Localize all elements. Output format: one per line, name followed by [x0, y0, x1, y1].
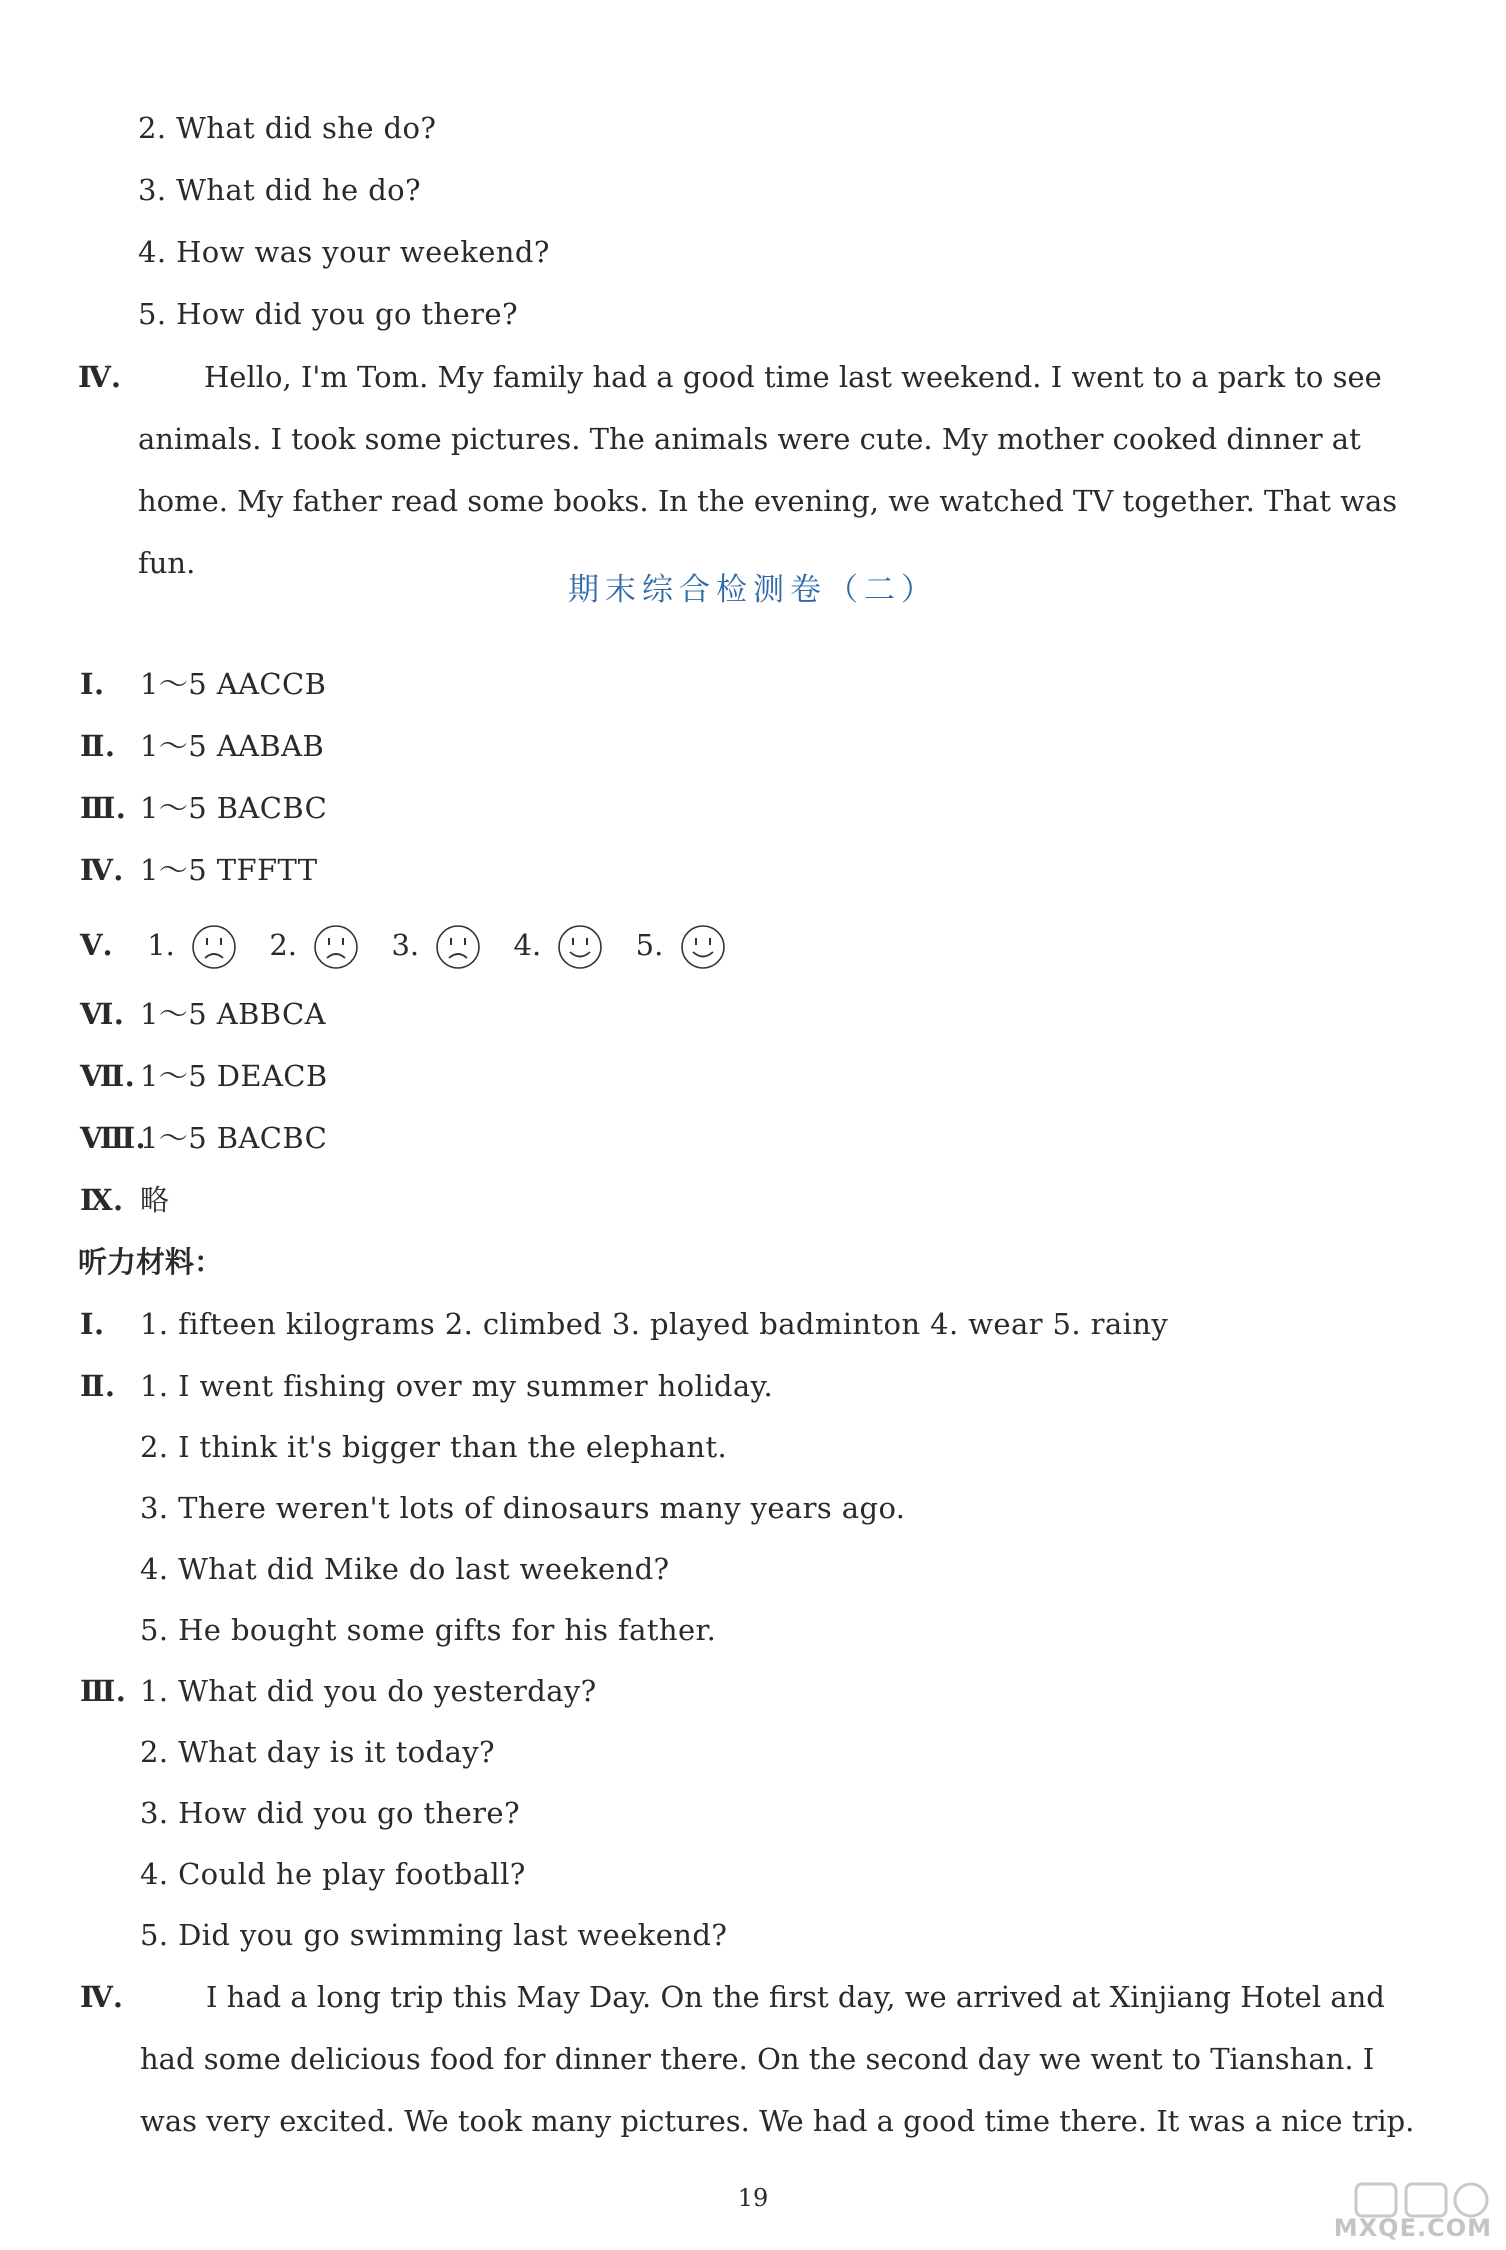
happy-face-icon [556, 923, 604, 971]
listen-row-3 [80, 1671, 597, 1711]
answer-text: 1～5 BACBC [140, 791, 328, 825]
listen-item: 5. He bought some gifts for his father. [140, 1613, 717, 1647]
passage-paragraph [140, 1966, 1432, 2152]
listen-item: 4. Could he play football? [140, 1857, 526, 1891]
listen-item: 3. How did you go there? [140, 1796, 520, 1830]
answer-row-3 [80, 788, 327, 828]
face-num-4: 4. [513, 928, 542, 962]
top-item-4: 4. How was your weekend? [138, 235, 550, 269]
face-num-3: 3. [391, 928, 420, 962]
watermark-text: MXQE.COM [1333, 2214, 1492, 2242]
listen-item: 4. What did Mike do last weekend? [140, 1552, 670, 1586]
faces-row [80, 918, 749, 972]
answer-text: 1～5 DEACB [140, 1059, 328, 1093]
sad-face-icon [434, 923, 482, 971]
answer-text: 1～5 AACCB [140, 667, 327, 701]
listen-marker: Ⅱ. [80, 1369, 116, 1403]
answer-marker: Ⅳ. [80, 853, 124, 887]
listen-item: 5. Did you go swimming last weekend? [140, 1918, 728, 1952]
answer-row-9 [80, 1180, 169, 1220]
passage-text: I had a long trip this May Day. On the first day, we arrived at Xinjiang Hotel and had some delicious food for dinner there. On the second day we went to Tianshan. I was very excited. We took many pictures. We had a good time there. It was a nice trip. [140, 1980, 1415, 2138]
answer-row-8 [80, 1118, 327, 1158]
top-item-5: 5. How did you go there? [138, 297, 518, 331]
page-number: 19 [737, 2184, 769, 2212]
section-marker: Ⅳ. [80, 1980, 124, 2014]
answer-marker: Ⅷ. [80, 1121, 146, 1155]
listen-marker: Ⅲ. [80, 1674, 127, 1708]
top-item-2: 2. What did she do? [138, 111, 437, 145]
happy-face-icon [679, 923, 727, 971]
face-num-5: 5. [635, 928, 664, 962]
answer-row-2 [80, 726, 324, 766]
listen-item: 2. What day is it today? [140, 1735, 496, 1769]
watermark-logo [1316, 2182, 1496, 2242]
answer-row-4 [80, 850, 318, 890]
sad-face-icon [190, 923, 238, 971]
sad-face-icon [312, 923, 360, 971]
answer-row-7 [80, 1056, 328, 1096]
answer-row-1 [80, 664, 326, 704]
section-title: 期末综合检测卷（二） [568, 572, 938, 608]
answer-marker: Ⅱ. [80, 729, 116, 763]
answer-marker: Ⅲ. [80, 791, 127, 825]
faces-marker: Ⅴ. [80, 928, 113, 962]
listen-item: 3. There weren't lots of dinosaurs many years ago. [140, 1491, 906, 1525]
listen-row-1 [80, 1304, 1168, 1344]
section-marker: Ⅳ. [78, 360, 122, 394]
passage-text: Hello, I'm Tom. My family had a good time last weekend. I went to a park to see animals. I took some pictures. The animals were cute. My mother cooked dinner at home. My father read some books. In the evening, we watched TV together. That was fun. [138, 360, 1398, 580]
answer-text: 1～5 AABAB [140, 729, 325, 763]
listen-text: 1. fifteen kilograms 2. climbed 3. played badminton 4. wear 5. rainy [140, 1307, 1169, 1341]
listen-marker: Ⅰ. [80, 1307, 105, 1341]
answer-marker: Ⅵ. [80, 997, 125, 1031]
listen-item: 2. I think it's bigger than the elephant. [140, 1430, 728, 1464]
answer-text: 略 [140, 1183, 170, 1217]
listen-row-2 [80, 1366, 773, 1406]
listening-heading: 听力材料： [78, 1245, 224, 1279]
answer-text: 1～5 BACBC [140, 1121, 328, 1155]
answer-text: 1～5 TFFTT [140, 853, 318, 887]
passage-paragraph [138, 346, 1432, 594]
answer-marker: Ⅰ. [80, 667, 105, 701]
answer-row-6 [80, 994, 326, 1034]
face-num-1: 1. [147, 928, 175, 962]
top-item-3: 3. What did he do? [138, 173, 421, 207]
answer-text: 1～5 ABBCA [140, 997, 326, 1031]
listen-item: 1. I went fishing over my summer holiday. [140, 1369, 774, 1403]
answer-marker: Ⅶ. [80, 1059, 136, 1093]
face-num-2: 2. [269, 928, 297, 962]
listen-item: 1. What did you do yesterday? [140, 1674, 597, 1708]
answer-marker: Ⅸ. [80, 1183, 124, 1217]
